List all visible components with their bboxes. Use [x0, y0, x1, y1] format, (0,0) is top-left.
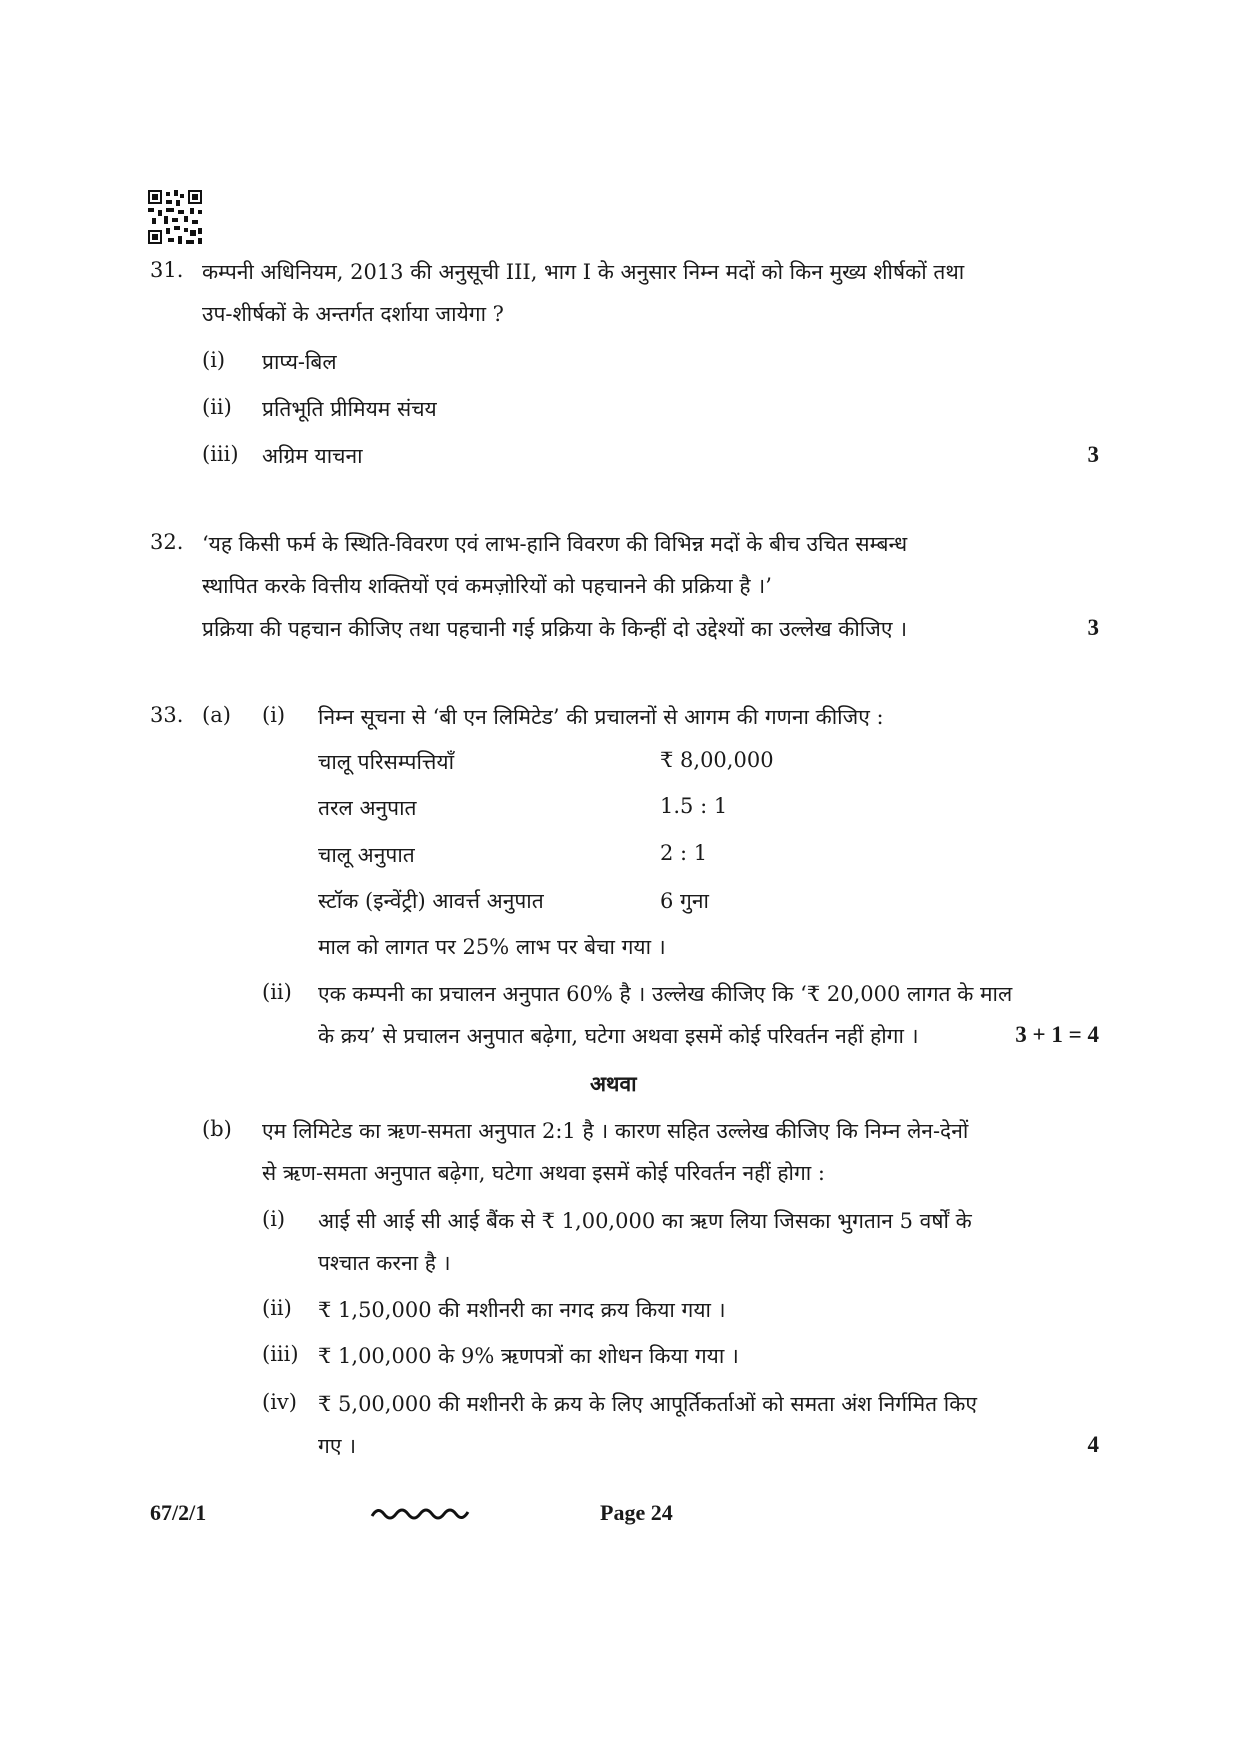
part-b-text-line1: एम लिमिटेड का ऋण-समता अनुपात 2:1 है । कारण सहित उल्लेख कीजिए कि निम्न लेन-देनों — [262, 1119, 969, 1143]
qr-code-icon — [148, 190, 202, 244]
wave-separator-icon — [370, 1504, 470, 1524]
question-33-number: 33. — [150, 703, 184, 727]
part-a-label: (a) — [202, 703, 231, 727]
paper-code: 67/2/1 — [150, 1500, 207, 1525]
question-31-text-line1: कम्पनी अधिनियम, 2013 की अनुसूची III, भाग I के अनुसार निम्न मदों को किन मुख्य शीर्षकों तथा — [202, 260, 965, 284]
data-row-item: चालू परिसम्पत्तियाँ — [318, 750, 455, 774]
data-row-value: 2 : 1 — [660, 841, 708, 865]
page-number: Page 24 — [600, 1500, 673, 1525]
question-32-number: 32. — [150, 530, 184, 554]
q31-item-text: प्राप्य-बिल — [262, 350, 337, 374]
data-row-value: ₹ 8,00,000 — [660, 748, 774, 772]
sub-ii-text-line2: के क्रय’ से प्रचालन अनुपात बढ़ेगा, घटेगा अथवा इसमें कोई परिवर्तन नहीं होगा । — [318, 1024, 919, 1048]
part-b-item-line1: ₹ 5,00,000 की मशीनरी के क्रय के लिए आपूर्तिकर्ताओं को समता अंश निर्गमित किए — [318, 1392, 977, 1416]
part-b-item-label: (i) — [262, 1207, 286, 1231]
question-31-text-line2: उप-शीर्षकों के अन्तर्गत दर्शाया जायेगा ? — [202, 302, 504, 326]
part-b-item-label: (iv) — [262, 1390, 297, 1414]
question-32-marks: 3 — [1087, 615, 1099, 640]
part-b-marks: 4 — [1087, 1432, 1099, 1457]
sub-i-text: निम्न सूचना से ‘बी एन लिमिटेड’ की प्रचालनों से आगम की गणना कीजिए : — [318, 705, 884, 729]
sub-i-note: माल को लागत पर 25% लाभ पर बेचा गया । — [318, 935, 666, 959]
q31-item-text: प्रतिभूति प्रीमियम संचय — [262, 397, 437, 421]
part-b-item-label: (ii) — [262, 1296, 292, 1320]
sub-i-label: (i) — [262, 703, 286, 727]
data-row-value: 1.5 : 1 — [660, 794, 728, 818]
q31-item-label: (i) — [202, 348, 226, 372]
part-a-marks: 3 + 1 = 4 — [1015, 1022, 1099, 1047]
part-b-item-line2: पश्चात करना है । — [318, 1251, 451, 1275]
part-b-item-line1: ₹ 1,00,000 के 9% ऋणपत्रों का शोधन किया गया । — [318, 1344, 739, 1368]
q31-item-label: (iii) — [202, 442, 239, 466]
or-separator: अथवा — [590, 1071, 637, 1096]
part-b-item-label: (iii) — [262, 1342, 299, 1366]
part-b-item-line1: ₹ 1,50,000 की मशीनरी का नगद क्रय किया गया । — [318, 1298, 726, 1322]
question-32-text-line2: स्थापित करके वित्तीय शक्तियों एवं कमज़ोरियों को पहचानने की प्रक्रिया है ।’ — [202, 574, 772, 598]
question-31-number: 31. — [150, 258, 184, 282]
sub-ii-text-line1: एक कम्पनी का प्रचालन अनुपात 60% है । उल्लेख कीजिए कि ‘₹ 20,000 लागत के माल — [318, 982, 1013, 1006]
data-row-item: तरल अनुपात — [318, 796, 417, 820]
question-32-text-line1: ‘यह किसी फर्म के स्थिति-विवरण एवं लाभ-हानि विवरण की विभिन्न मदों के बीच उचित सम्बन्ध — [202, 532, 908, 556]
q31-item-label: (ii) — [202, 395, 232, 419]
data-row-value: 6 गुना — [660, 889, 709, 913]
question-32-text-line3: प्रक्रिया की पहचान कीजिए तथा पहचानी गई प्रक्रिया के किन्हीं दो उद्देश्यों का उल्लेख कीजिए । — [202, 617, 908, 641]
q31-item-text: अग्रिम याचना — [262, 444, 363, 468]
part-b-text-line2: से ऋण-समता अनुपात बढ़ेगा, घटेगा अथवा इसमें कोई परिवर्तन नहीं होगा : — [262, 1161, 825, 1185]
part-b-label: (b) — [202, 1117, 232, 1141]
data-row-item: स्टॉक (इन्वेंट्री) आवर्त्त अनुपात — [318, 889, 544, 913]
sub-ii-label: (ii) — [262, 980, 292, 1004]
data-row-item: चालू अनुपात — [318, 843, 415, 867]
part-b-item-line2: गए । — [318, 1434, 357, 1458]
part-b-item-line1: आई सी आई सी आई बैंक से ₹ 1,00,000 का ऋण लिया जिसका भुगतान 5 वर्षों के — [318, 1209, 972, 1233]
question-31-marks: 3 — [1087, 442, 1099, 467]
